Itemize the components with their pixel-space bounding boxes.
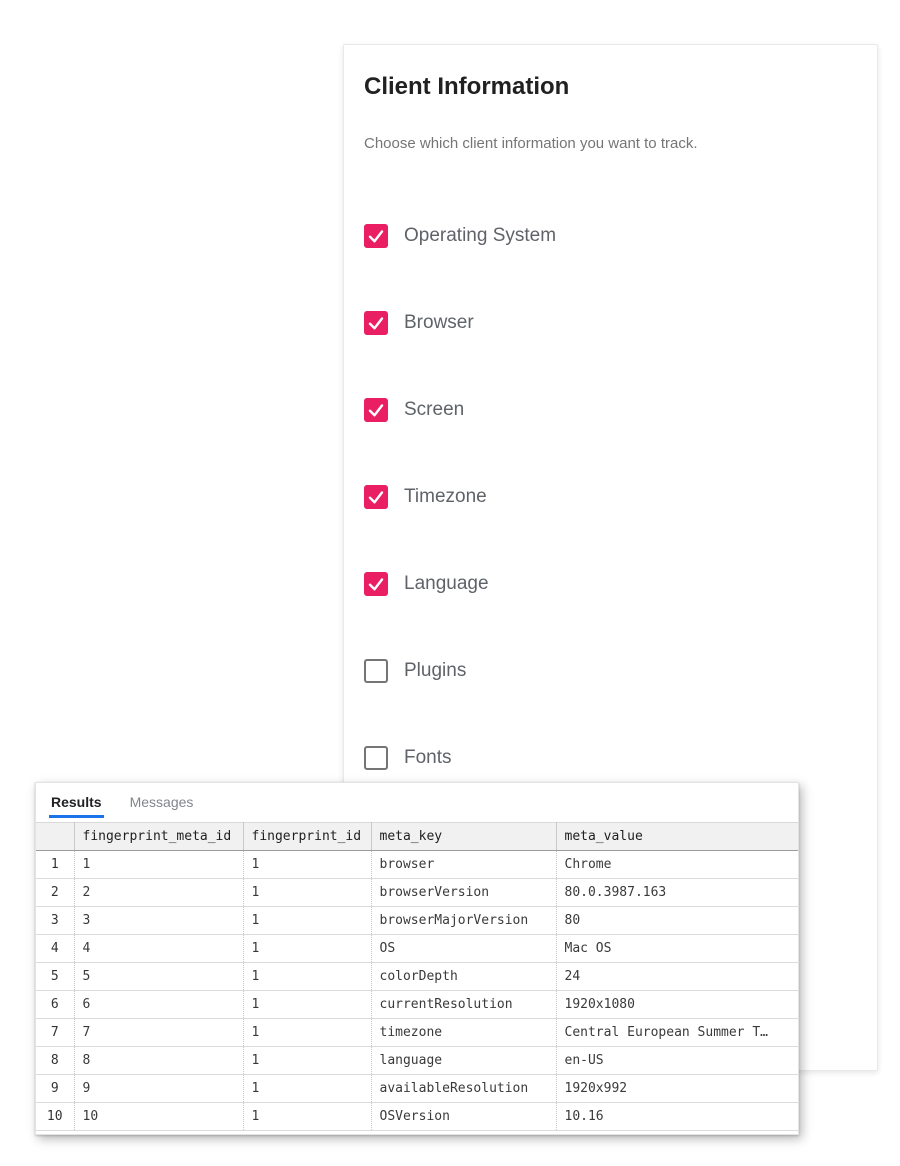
table-cell[interactable]: 1 [243, 1019, 371, 1047]
table-cell[interactable]: currentResolution [371, 991, 556, 1019]
checkbox-unchecked-icon[interactable] [364, 746, 388, 770]
table-row [36, 1075, 798, 1103]
checkbox-label: Operating System [404, 225, 557, 246]
table-row [36, 1047, 798, 1075]
table-cell[interactable]: browserMajorVersion [371, 907, 556, 935]
tab-bar [36, 783, 798, 822]
table-cell[interactable]: 1 [243, 1103, 371, 1131]
checkbox-label: Timezone [404, 486, 487, 507]
checkbox-checked-icon[interactable] [364, 485, 388, 509]
checkbox-row-plugins[interactable] [364, 659, 857, 683]
table-cell[interactable]: Mac OS [556, 935, 798, 963]
checkbox-row-screen[interactable] [364, 398, 857, 422]
table-cell[interactable]: 1 [74, 851, 243, 879]
row-number-cell[interactable]: 9 [36, 1075, 74, 1103]
checkbox-label: Screen [404, 399, 465, 420]
checkbox-row-operating-system[interactable] [364, 224, 857, 248]
row-number-cell[interactable]: 7 [36, 1019, 74, 1047]
table-cell[interactable]: 1920x1080 [556, 991, 798, 1019]
table-cell[interactable]: language [371, 1047, 556, 1075]
table-cell[interactable]: 4 [74, 935, 243, 963]
results-table [36, 822, 798, 1131]
table-cell[interactable]: colorDepth [371, 963, 556, 991]
table-cell[interactable]: 1 [243, 879, 371, 907]
table-cell[interactable]: OSVersion [371, 1103, 556, 1131]
table-row [36, 1103, 798, 1131]
table-cell[interactable]: browserVersion [371, 879, 556, 907]
table-cell[interactable]: Chrome [556, 851, 798, 879]
table-cell[interactable]: browser [371, 851, 556, 879]
tab-messages[interactable]: Messages [129, 794, 194, 810]
table-cell[interactable]: 2 [74, 879, 243, 907]
table-cell[interactable]: 3 [74, 907, 243, 935]
column-header-fingerprint_meta_id[interactable]: fingerprint_meta_id [74, 823, 243, 851]
checkbox-label: Plugins [404, 660, 467, 681]
table-cell[interactable]: 1 [243, 1075, 371, 1103]
table-header-row [36, 823, 798, 851]
row-number-cell[interactable]: 5 [36, 963, 74, 991]
column-header-meta_key[interactable]: meta_key [371, 823, 556, 851]
table-body [36, 851, 798, 1131]
checkbox-checked-icon[interactable] [364, 311, 388, 335]
card-subtitle: Choose which client information you want to track. [364, 135, 698, 152]
table-cell[interactable]: 1 [243, 851, 371, 879]
table-cell[interactable]: 1 [243, 907, 371, 935]
table-row [36, 963, 798, 991]
checkbox-list [364, 224, 857, 770]
table-cell[interactable]: en-US [556, 1047, 798, 1075]
checkbox-checked-icon[interactable] [364, 572, 388, 596]
table-cell[interactable]: OS [371, 935, 556, 963]
table-cell[interactable]: 10 [74, 1103, 243, 1131]
tab-results[interactable]: Results [49, 793, 104, 818]
checkbox-label: Language [404, 573, 489, 594]
check-icon [367, 227, 385, 245]
table-cell[interactable]: 8 [74, 1047, 243, 1075]
table-row [36, 907, 798, 935]
check-icon [367, 575, 385, 593]
table-cell[interactable]: Central European Summer T… [556, 1019, 798, 1047]
table-cell[interactable]: 10.16 [556, 1103, 798, 1131]
table-cell[interactable]: 1920x992 [556, 1075, 798, 1103]
table-row [36, 935, 798, 963]
table-cell[interactable]: 7 [74, 1019, 243, 1047]
checkbox-checked-icon[interactable] [364, 224, 388, 248]
table-cell[interactable]: 1 [243, 963, 371, 991]
card-title: Client Information [364, 73, 570, 100]
table-row [36, 879, 798, 907]
results-panel [35, 782, 799, 1135]
table-cell[interactable]: 1 [243, 991, 371, 1019]
table-row [36, 851, 798, 879]
table-row [36, 991, 798, 1019]
table-cell[interactable]: 24 [556, 963, 798, 991]
table-cell[interactable]: 5 [74, 963, 243, 991]
table-cell[interactable]: availableResolution [371, 1075, 556, 1103]
checkbox-unchecked-icon[interactable] [364, 659, 388, 683]
check-icon [367, 488, 385, 506]
row-number-header[interactable] [36, 823, 74, 851]
checkbox-row-timezone[interactable] [364, 485, 857, 509]
check-icon [367, 314, 385, 332]
row-number-cell[interactable]: 6 [36, 991, 74, 1019]
row-number-cell[interactable]: 4 [36, 935, 74, 963]
table-row [36, 1019, 798, 1047]
checkbox-checked-icon[interactable] [364, 398, 388, 422]
checkbox-row-fonts[interactable] [364, 746, 857, 770]
row-number-cell[interactable]: 8 [36, 1047, 74, 1075]
table-cell[interactable]: 80.0.3987.163 [556, 879, 798, 907]
table-cell[interactable]: 1 [243, 1047, 371, 1075]
row-number-cell[interactable]: 10 [36, 1103, 74, 1131]
checkbox-row-language[interactable] [364, 572, 857, 596]
checkbox-label: Browser [404, 312, 474, 333]
table-cell[interactable]: 1 [243, 935, 371, 963]
table-cell[interactable]: 80 [556, 907, 798, 935]
table-cell[interactable]: timezone [371, 1019, 556, 1047]
row-number-cell[interactable]: 3 [36, 907, 74, 935]
check-icon [367, 401, 385, 419]
checkbox-row-browser[interactable] [364, 311, 857, 335]
row-number-cell[interactable]: 2 [36, 879, 74, 907]
column-header-fingerprint_id[interactable]: fingerprint_id [243, 823, 371, 851]
column-header-meta_value[interactable]: meta_value [556, 823, 798, 851]
row-number-cell[interactable]: 1 [36, 851, 74, 879]
table-cell[interactable]: 6 [74, 991, 243, 1019]
checkbox-label: Fonts [404, 747, 452, 768]
table-cell[interactable]: 9 [74, 1075, 243, 1103]
